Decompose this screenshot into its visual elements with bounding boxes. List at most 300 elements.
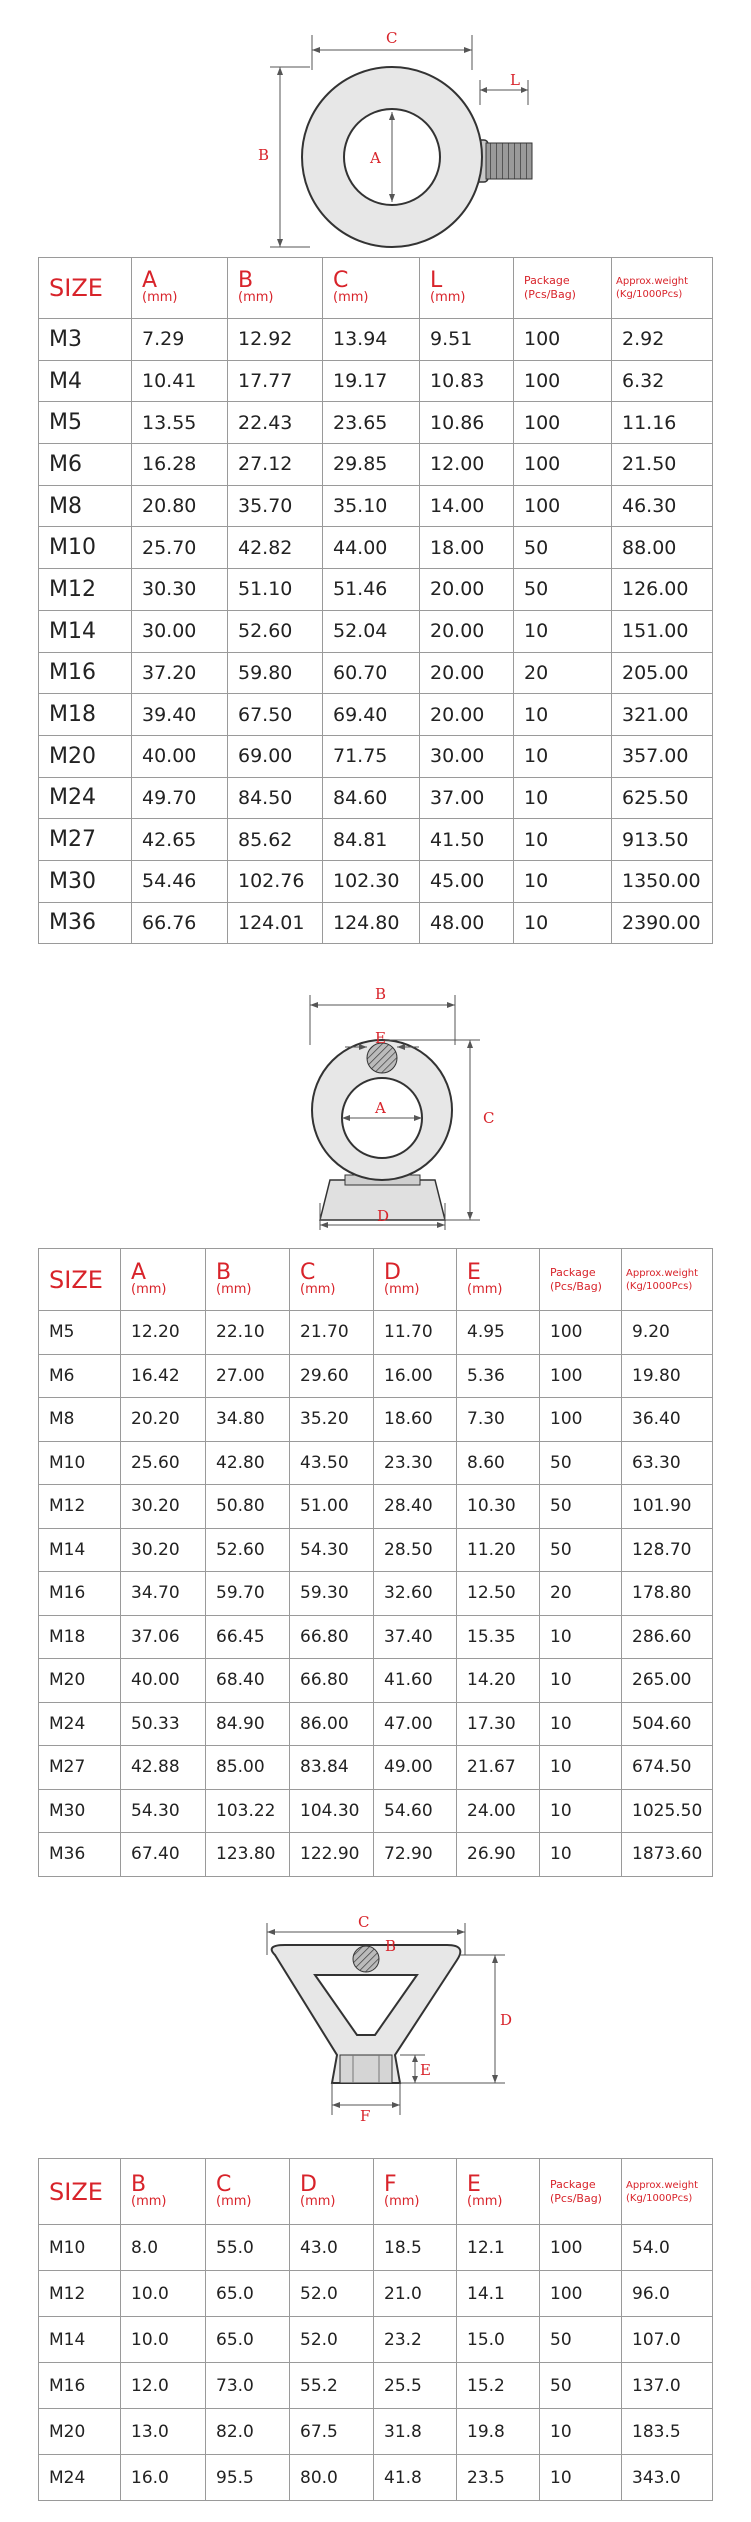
- size-cell: M4: [39, 360, 132, 402]
- table-row: [39, 444, 713, 486]
- table-cell: 51.10: [228, 569, 323, 611]
- table-cell: 21.70: [290, 1311, 374, 1355]
- table-cell: 16.00: [374, 1354, 457, 1398]
- table-cell: 19.8: [457, 2409, 540, 2455]
- table-cell: 20.00: [420, 569, 514, 611]
- table-row: [39, 319, 713, 361]
- table-row: [39, 1615, 713, 1659]
- table-cell: 100: [540, 2225, 622, 2271]
- table-cell: 66.80: [290, 1659, 374, 1703]
- table-cell: 10: [540, 2409, 622, 2455]
- table-cell: 2390.00: [612, 902, 713, 944]
- table-cell: 12.92: [228, 319, 323, 361]
- size-cell: M3: [39, 319, 132, 361]
- table-cell: 205.00: [612, 652, 713, 694]
- table-cell: 100: [540, 2271, 622, 2317]
- table-cell: 50.80: [206, 1485, 290, 1529]
- table-cell: 37.06: [121, 1615, 206, 1659]
- dim-label-a2: A: [375, 1099, 386, 1117]
- dim-label-e3: E: [420, 2061, 431, 2079]
- table-cell: 41.60: [374, 1659, 457, 1703]
- table-cell: 10: [514, 902, 612, 944]
- table-cell: 84.81: [323, 819, 420, 861]
- table-cell: 100: [540, 1398, 622, 1442]
- table-row: [39, 2271, 713, 2317]
- size-cell: M30: [39, 1789, 121, 1833]
- table-row: [39, 694, 713, 736]
- triangle-eye-nut-spec-table: [38, 2158, 713, 2501]
- table-cell: 22.43: [228, 402, 323, 444]
- size-cell: M10: [39, 2225, 121, 2271]
- table-cell: 124.01: [228, 902, 323, 944]
- table-cell: 8.0: [121, 2225, 206, 2271]
- table-cell: 50.33: [121, 1702, 206, 1746]
- table-cell: 37.40: [374, 1615, 457, 1659]
- table-cell: 46.30: [612, 485, 713, 527]
- table-cell: 42.80: [206, 1441, 290, 1485]
- table-header-row: [39, 2159, 713, 2225]
- size-cell: M12: [39, 569, 132, 611]
- table-row: [39, 527, 713, 569]
- table-row: [39, 2225, 713, 2271]
- table-cell: 2.92: [612, 319, 713, 361]
- table-cell: 104.30: [290, 1789, 374, 1833]
- table-cell: 69.00: [228, 735, 323, 777]
- table-cell: 100: [514, 360, 612, 402]
- table-cell: 10.0: [121, 2271, 206, 2317]
- table-cell: 66.80: [290, 1615, 374, 1659]
- table-cell: 49.00: [374, 1746, 457, 1790]
- size-cell: M20: [39, 735, 132, 777]
- table-cell: 50: [540, 1441, 622, 1485]
- eye-bolt-spec-table: [38, 257, 713, 944]
- table-cell: 25.60: [121, 1441, 206, 1485]
- size-cell: M6: [39, 1354, 121, 1398]
- size-cell: M18: [39, 694, 132, 736]
- table-cell: 15.2: [457, 2363, 540, 2409]
- table-cell: 10.41: [132, 360, 228, 402]
- col-header-e: E (mm): [457, 2159, 540, 2225]
- table-cell: 29.60: [290, 1354, 374, 1398]
- table-cell: 15.0: [457, 2317, 540, 2363]
- dim-label-a: A: [370, 149, 381, 167]
- table-cell: 66.76: [132, 902, 228, 944]
- size-header: SIZE: [39, 2159, 121, 2225]
- col-header-a: A (mm): [121, 1249, 206, 1311]
- table-cell: 51.00: [290, 1485, 374, 1529]
- table-row: [39, 360, 713, 402]
- table-cell: 40.00: [132, 735, 228, 777]
- table-cell: 85.62: [228, 819, 323, 861]
- table-cell: 23.5: [457, 2455, 540, 2501]
- table-cell: 12.0: [121, 2363, 206, 2409]
- table-row: [39, 402, 713, 444]
- table-row: [39, 819, 713, 861]
- table-cell: 25.5: [374, 2363, 457, 2409]
- table-cell: 50: [540, 1485, 622, 1529]
- table-cell: 66.45: [206, 1615, 290, 1659]
- size-cell: M14: [39, 610, 132, 652]
- table-cell: 54.46: [132, 860, 228, 902]
- size-cell: M24: [39, 2455, 121, 2501]
- table-cell: 625.50: [612, 777, 713, 819]
- size-cell: M10: [39, 1441, 121, 1485]
- table-cell: 913.50: [612, 819, 713, 861]
- table-cell: 43.50: [290, 1441, 374, 1485]
- size-cell: M5: [39, 1311, 121, 1355]
- table-cell: 14.00: [420, 485, 514, 527]
- table-cell: 10: [540, 1746, 622, 1790]
- table-row: [39, 1833, 713, 1877]
- table-cell: 32.60: [374, 1572, 457, 1616]
- table-cell: 82.0: [206, 2409, 290, 2455]
- table-cell: 100: [514, 402, 612, 444]
- size-cell: M36: [39, 1833, 121, 1877]
- table-cell: 122.90: [290, 1833, 374, 1877]
- table-row: [39, 569, 713, 611]
- table-cell: 100: [514, 485, 612, 527]
- size-cell: M8: [39, 1398, 121, 1442]
- size-cell: M18: [39, 1615, 121, 1659]
- table-cell: 10: [514, 610, 612, 652]
- table-header-row: [39, 1249, 713, 1311]
- table-cell: 13.94: [323, 319, 420, 361]
- table-cell: 34.80: [206, 1398, 290, 1442]
- table-cell: 29.85: [323, 444, 420, 486]
- table-cell: 20: [540, 1572, 622, 1616]
- table-cell: 95.5: [206, 2455, 290, 2501]
- table-row: [39, 2409, 713, 2455]
- col-header-d: D (mm): [374, 1249, 457, 1311]
- table-cell: 35.20: [290, 1398, 374, 1442]
- size-cell: M30: [39, 860, 132, 902]
- table-cell: 12.1: [457, 2225, 540, 2271]
- package-header: Package (Pcs/Bag): [540, 1249, 622, 1311]
- table-cell: 63.30: [622, 1441, 713, 1485]
- table-row: [39, 1746, 713, 1790]
- table-cell: 123.80: [206, 1833, 290, 1877]
- size-cell: M27: [39, 819, 132, 861]
- table-row: [39, 1398, 713, 1442]
- col-header-b: B (mm): [206, 1249, 290, 1311]
- size-cell: M5: [39, 402, 132, 444]
- table-cell: 72.90: [374, 1833, 457, 1877]
- table-cell: 96.0: [622, 2271, 713, 2317]
- table-cell: 50: [540, 1528, 622, 1572]
- table-cell: 67.50: [228, 694, 323, 736]
- col-header-b: B (mm): [228, 258, 323, 319]
- table-cell: 1873.60: [622, 1833, 713, 1877]
- table-cell: 10.0: [121, 2317, 206, 2363]
- table-cell: 45.00: [420, 860, 514, 902]
- table-cell: 10: [540, 1789, 622, 1833]
- table-cell: 28.40: [374, 1485, 457, 1529]
- table-cell: 14.1: [457, 2271, 540, 2317]
- size-cell: M14: [39, 1528, 121, 1572]
- table-cell: 19.80: [622, 1354, 713, 1398]
- table-cell: 26.90: [457, 1833, 540, 1877]
- table-cell: 51.46: [323, 569, 420, 611]
- table-cell: 50: [540, 2363, 622, 2409]
- table-cell: 12.00: [420, 444, 514, 486]
- size-cell: M14: [39, 2317, 121, 2363]
- table-cell: 52.0: [290, 2271, 374, 2317]
- table-cell: 20: [514, 652, 612, 694]
- table-cell: 42.82: [228, 527, 323, 569]
- table-cell: 65.0: [206, 2317, 290, 2363]
- table-cell: 18.5: [374, 2225, 457, 2271]
- table-cell: 21.50: [612, 444, 713, 486]
- table-cell: 23.65: [323, 402, 420, 444]
- table-cell: 23.2: [374, 2317, 457, 2363]
- table-cell: 84.90: [206, 1702, 290, 1746]
- table-cell: 30.20: [121, 1485, 206, 1529]
- table-row: [39, 1311, 713, 1355]
- size-cell: M12: [39, 2271, 121, 2317]
- table-cell: 674.50: [622, 1746, 713, 1790]
- dim-label-b2: B: [375, 985, 387, 1003]
- table-row: [39, 860, 713, 902]
- table-cell: 50: [514, 569, 612, 611]
- table-cell: 54.30: [121, 1789, 206, 1833]
- table-cell: 73.0: [206, 2363, 290, 2409]
- table-row: [39, 2455, 713, 2501]
- table-cell: 85.00: [206, 1746, 290, 1790]
- table-cell: 31.8: [374, 2409, 457, 2455]
- table-cell: 10: [540, 2455, 622, 2501]
- table-row: [39, 1702, 713, 1746]
- weight-header: Approx.weight (Kg/1000Pcs): [612, 258, 713, 319]
- table-cell: 43.0: [290, 2225, 374, 2271]
- dim-label-d3: D: [500, 2011, 513, 2029]
- dim-label-c3: C: [358, 1915, 370, 1931]
- table-cell: 54.60: [374, 1789, 457, 1833]
- table-cell: 357.00: [612, 735, 713, 777]
- table-row: [39, 1485, 713, 1529]
- table-cell: 34.70: [121, 1572, 206, 1616]
- table-cell: 100: [514, 444, 612, 486]
- size-cell: M36: [39, 902, 132, 944]
- table-cell: 10: [540, 1702, 622, 1746]
- table-cell: 20.20: [121, 1398, 206, 1442]
- eye-nut-diagram: [285, 985, 545, 1230]
- table-cell: 1025.50: [622, 1789, 713, 1833]
- table-cell: 47.00: [374, 1702, 457, 1746]
- table-cell: 10: [514, 735, 612, 777]
- table-cell: 4.95: [457, 1311, 540, 1355]
- table-cell: 17.30: [457, 1702, 540, 1746]
- table-cell: 84.50: [228, 777, 323, 819]
- col-header-c: C (mm): [206, 2159, 290, 2225]
- table-cell: 13.55: [132, 402, 228, 444]
- dim-label-d2: D: [377, 1207, 390, 1225]
- table-row: [39, 610, 713, 652]
- weight-header: Approx.weight (Kg/1000Pcs): [622, 1249, 713, 1311]
- table-cell: 59.70: [206, 1572, 290, 1616]
- table-cell: 54.0: [622, 2225, 713, 2271]
- table-cell: 504.60: [622, 1702, 713, 1746]
- dim-label-c: C: [386, 29, 398, 47]
- table-cell: 37.00: [420, 777, 514, 819]
- table-cell: 28.50: [374, 1528, 457, 1572]
- table-cell: 65.0: [206, 2271, 290, 2317]
- table-cell: 67.40: [121, 1833, 206, 1877]
- table-cell: 41.8: [374, 2455, 457, 2501]
- table-cell: 49.70: [132, 777, 228, 819]
- table-cell: 10: [514, 819, 612, 861]
- table-cell: 8.60: [457, 1441, 540, 1485]
- table-cell: 84.60: [323, 777, 420, 819]
- table-cell: 20.00: [420, 694, 514, 736]
- table-cell: 18.00: [420, 527, 514, 569]
- triangle-eye-nut-diagram: [245, 1915, 525, 2125]
- table-cell: 19.17: [323, 360, 420, 402]
- table-cell: 7.30: [457, 1398, 540, 1442]
- dim-label-c2: C: [483, 1109, 495, 1127]
- table-cell: 71.75: [323, 735, 420, 777]
- table-cell: 55.0: [206, 2225, 290, 2271]
- table-cell: 35.10: [323, 485, 420, 527]
- table-cell: 124.80: [323, 902, 420, 944]
- size-header: SIZE: [39, 1249, 121, 1311]
- table-cell: 36.40: [622, 1398, 713, 1442]
- table-cell: 52.0: [290, 2317, 374, 2363]
- table-cell: 1350.00: [612, 860, 713, 902]
- table-row: [39, 485, 713, 527]
- table-cell: 68.40: [206, 1659, 290, 1703]
- table-cell: 13.0: [121, 2409, 206, 2455]
- table-cell: 52.60: [206, 1528, 290, 1572]
- table-cell: 18.60: [374, 1398, 457, 1442]
- table-row: [39, 735, 713, 777]
- size-cell: M16: [39, 652, 132, 694]
- table-cell: 55.2: [290, 2363, 374, 2409]
- table-cell: 10.30: [457, 1485, 540, 1529]
- dim-label-b3: B: [385, 1937, 397, 1955]
- table-row: [39, 2363, 713, 2409]
- table-cell: 183.5: [622, 2409, 713, 2455]
- size-cell: M20: [39, 2409, 121, 2455]
- table-cell: 30.30: [132, 569, 228, 611]
- table-row: [39, 1789, 713, 1833]
- table-cell: 9.51: [420, 319, 514, 361]
- table-cell: 60.70: [323, 652, 420, 694]
- table-cell: 22.10: [206, 1311, 290, 1355]
- table-cell: 14.20: [457, 1659, 540, 1703]
- table-cell: 102.30: [323, 860, 420, 902]
- table-row: [39, 777, 713, 819]
- table-cell: 39.40: [132, 694, 228, 736]
- size-cell: M10: [39, 527, 132, 569]
- table-row: [39, 1354, 713, 1398]
- eye-nut-spec-table: [38, 1248, 713, 1877]
- table-cell: 16.28: [132, 444, 228, 486]
- table-cell: 107.0: [622, 2317, 713, 2363]
- table-row: [39, 1528, 713, 1572]
- table-cell: 42.65: [132, 819, 228, 861]
- size-cell: M16: [39, 2363, 121, 2409]
- size-cell: M12: [39, 1485, 121, 1529]
- table-cell: 17.77: [228, 360, 323, 402]
- table-cell: 35.70: [228, 485, 323, 527]
- table-cell: 20.00: [420, 610, 514, 652]
- table-cell: 30.00: [132, 610, 228, 652]
- table-cell: 321.00: [612, 694, 713, 736]
- table-cell: 103.22: [206, 1789, 290, 1833]
- table-cell: 10: [514, 694, 612, 736]
- size-cell: M27: [39, 1746, 121, 1790]
- table-cell: 16.42: [121, 1354, 206, 1398]
- table-cell: 42.88: [121, 1746, 206, 1790]
- eye-bolt-diagram: [250, 25, 570, 255]
- dim-label-l: L: [510, 71, 520, 89]
- size-cell: M20: [39, 1659, 121, 1703]
- table-cell: 343.0: [622, 2455, 713, 2501]
- table-cell: 21.0: [374, 2271, 457, 2317]
- table-cell: 54.30: [290, 1528, 374, 1572]
- table-cell: 27.00: [206, 1354, 290, 1398]
- table-row: [39, 902, 713, 944]
- table-cell: 83.84: [290, 1746, 374, 1790]
- table-cell: 12.20: [121, 1311, 206, 1355]
- table-cell: 10: [514, 777, 612, 819]
- table-cell: 10: [540, 1659, 622, 1703]
- table-cell: 11.70: [374, 1311, 457, 1355]
- table-cell: 100: [514, 319, 612, 361]
- table-cell: 48.00: [420, 902, 514, 944]
- table-cell: 5.36: [457, 1354, 540, 1398]
- table-cell: 52.04: [323, 610, 420, 652]
- table-cell: 37.20: [132, 652, 228, 694]
- table-cell: 25.70: [132, 527, 228, 569]
- table-cell: 10: [540, 1615, 622, 1659]
- table-cell: 126.00: [612, 569, 713, 611]
- table-cell: 286.60: [622, 1615, 713, 1659]
- table-cell: 102.76: [228, 860, 323, 902]
- table-cell: 23.30: [374, 1441, 457, 1485]
- table-cell: 30.20: [121, 1528, 206, 1572]
- table-cell: 10.86: [420, 402, 514, 444]
- table-cell: 30.00: [420, 735, 514, 777]
- table-cell: 7.29: [132, 319, 228, 361]
- table-cell: 67.5: [290, 2409, 374, 2455]
- table-cell: 40.00: [121, 1659, 206, 1703]
- table-row: [39, 2317, 713, 2363]
- table-cell: 12.50: [457, 1572, 540, 1616]
- table-cell: 16.0: [121, 2455, 206, 2501]
- table-cell: 44.00: [323, 527, 420, 569]
- table-header-row: [39, 258, 713, 319]
- table-cell: 50: [540, 2317, 622, 2363]
- col-header-a: A (mm): [132, 258, 228, 319]
- table-row: [39, 1572, 713, 1616]
- table-cell: 24.00: [457, 1789, 540, 1833]
- table-row: [39, 1441, 713, 1485]
- table-cell: 69.40: [323, 694, 420, 736]
- table-row: [39, 652, 713, 694]
- table-cell: 11.20: [457, 1528, 540, 1572]
- col-header-f: F (mm): [374, 2159, 457, 2225]
- table-cell: 15.35: [457, 1615, 540, 1659]
- table-cell: 80.0: [290, 2455, 374, 2501]
- size-header: SIZE: [39, 258, 132, 319]
- table-cell: 10.83: [420, 360, 514, 402]
- col-header-c: C (mm): [290, 1249, 374, 1311]
- table-cell: 151.00: [612, 610, 713, 652]
- table-cell: 59.80: [228, 652, 323, 694]
- size-cell: M24: [39, 777, 132, 819]
- table-cell: 11.16: [612, 402, 713, 444]
